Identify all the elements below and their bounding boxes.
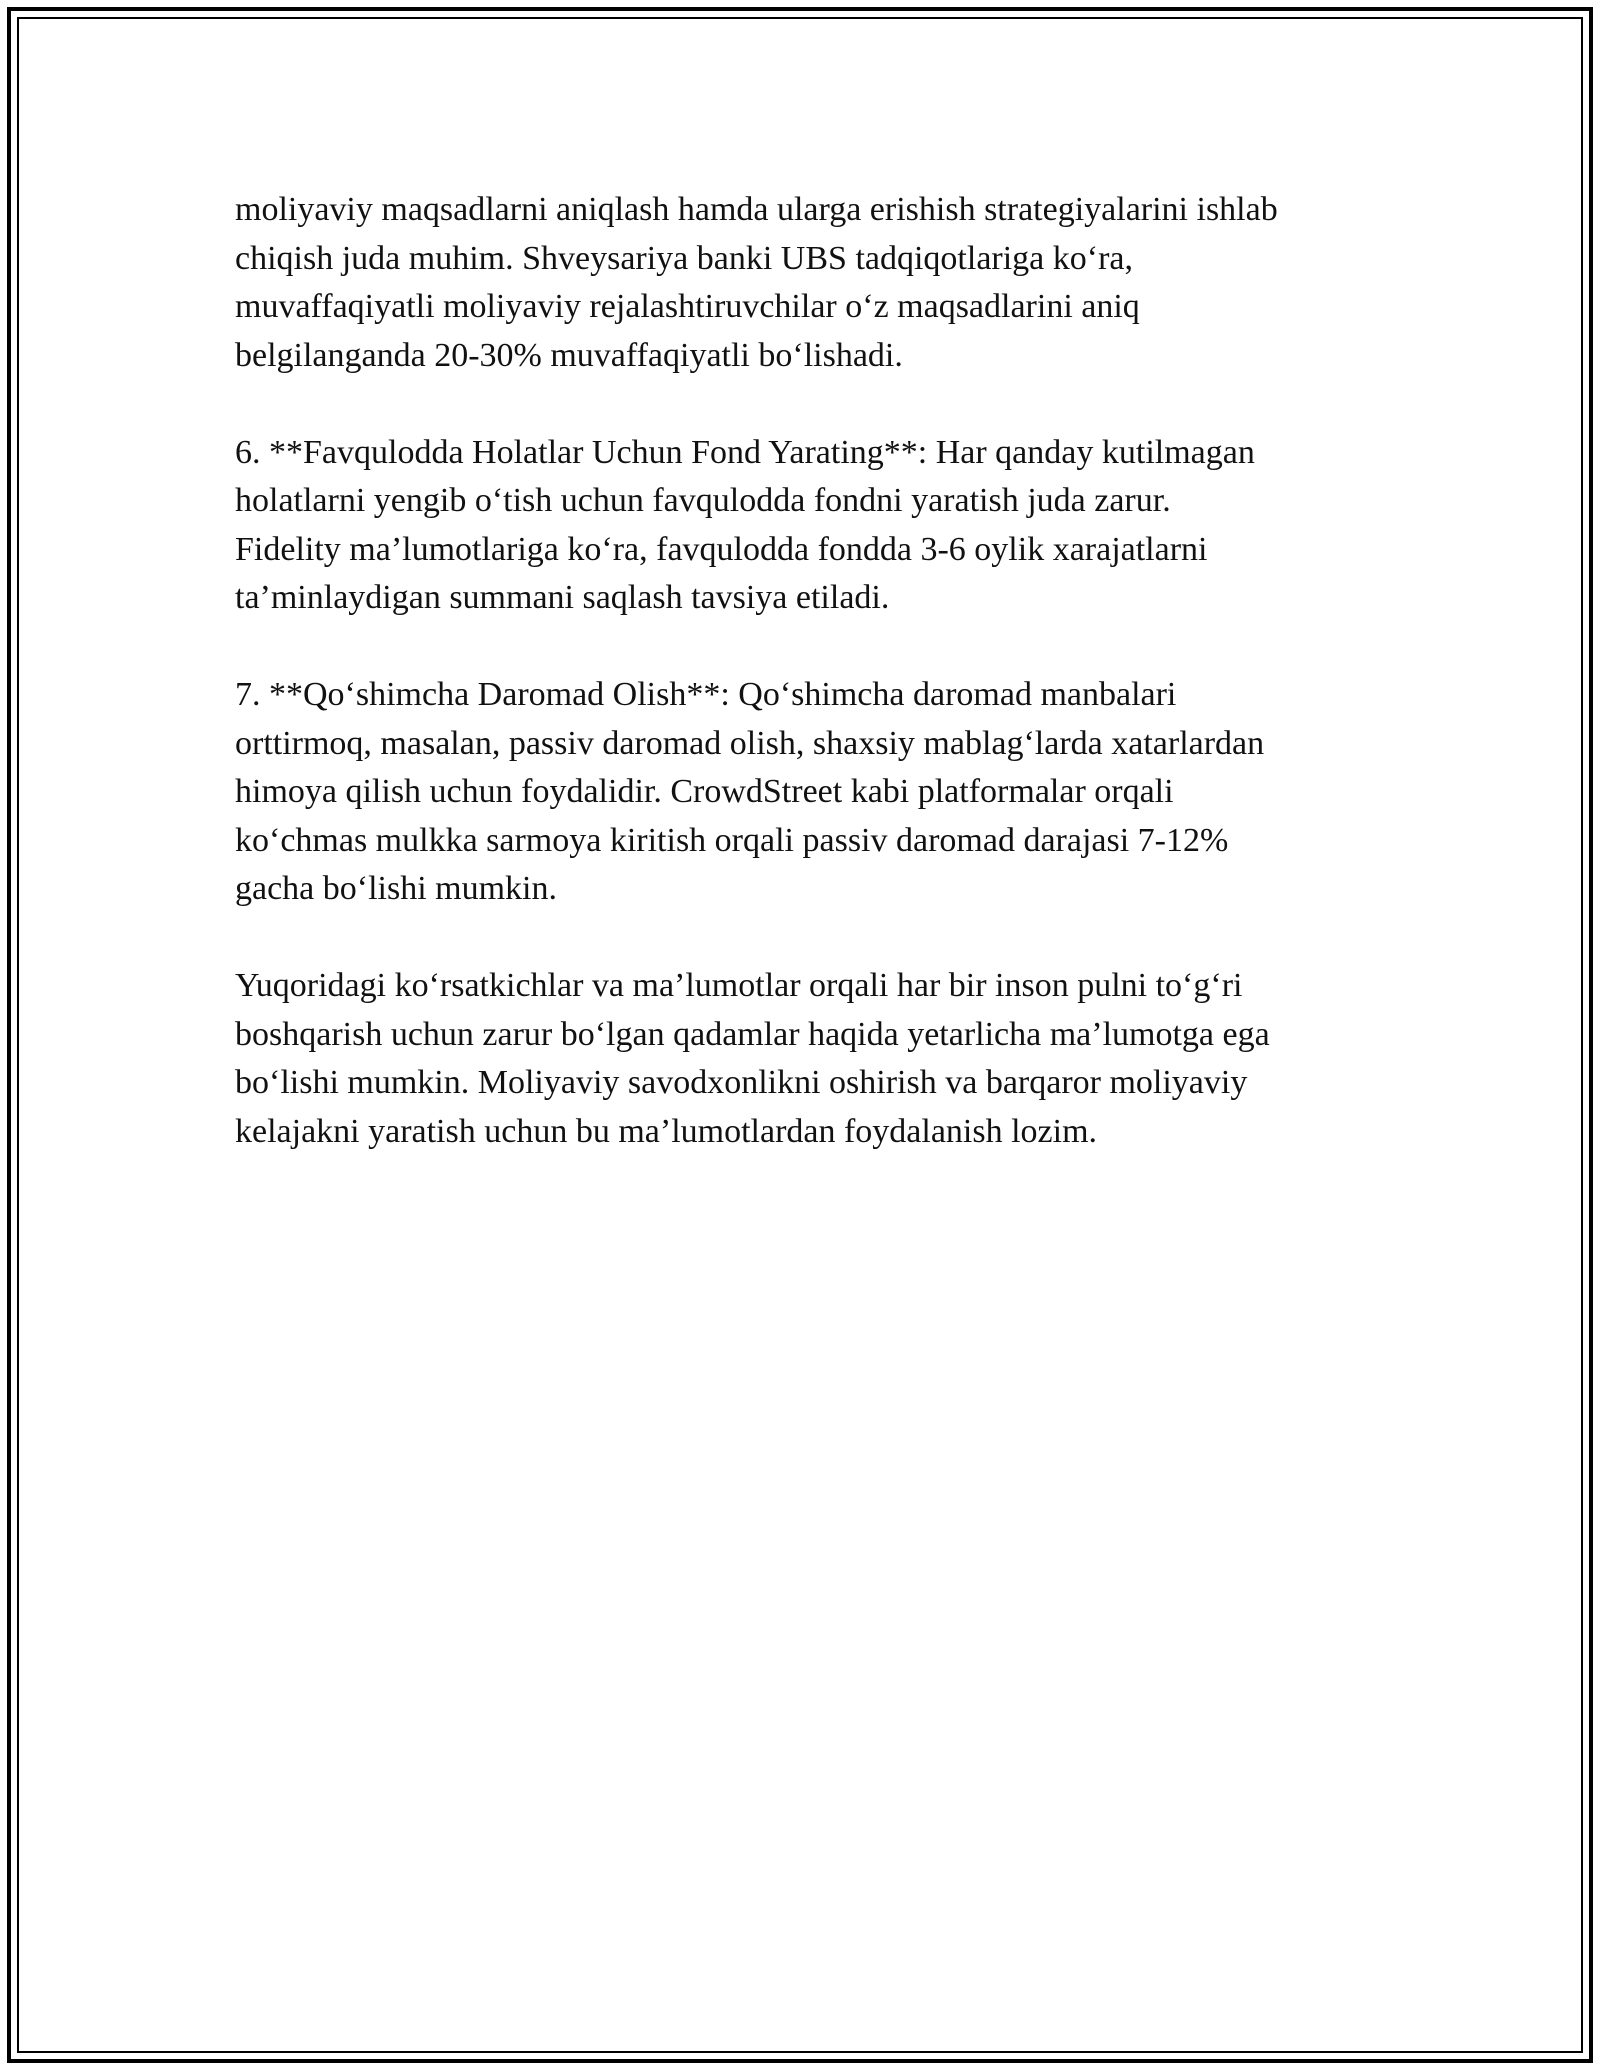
paragraph-emergency-fund: 6. **Favqulodda Holatlar Uchun Fond Yarating**: Har qanday kutilmagan holatlarni yengib o‘tish uchun favqulodda fondni yaratish juda zarur. Fidelity ma’lumotlariga ko‘ra, favqulodda fondda 3-6 oylik xarajatlarni ta’minlaydigan summani saqlash tavsiya etiladi. (235, 433, 1255, 616)
document-body (235, 186, 1375, 1205)
paragraph-goals: moliyaviy maqsadlarni aniqlash hamda ularga erishish strategiyalarini ishlab chiqish juda muhim. Shveysariya banki UBS tadqiqotlariga ko‘ra, muvaffaqiyatli moliyaviy rejalashtiruvchilar o‘z maqsadlarini aniq belgilanganda 20-30% muvaffaqiyatli bo‘lishadi. (235, 191, 1278, 374)
paragraph-conclusion: Yuqoridagi ko‘rsatkichlar va ma’lumotlar orqali har bir inson pulni to‘g‘ri boshqarish uchun zarur bo‘lgan qadamlar haqida yetarlicha ma’lumotga ega bo‘lishi mumkin. Moliyaviy savodxonlikni oshirish va barqaror moliyaviy kelajakni yaratish uchun bu ma’lumotlardan foydalanish lozim. (235, 967, 1270, 1150)
paragraph-additional-income: 7. **Qo‘shimcha Daromad Olish**: Qo‘shimcha daromad manbalari orttirmoq, masalan, passiv daromad olish, shaxsiy mablag‘larda xatarlardan himoya qilish uchun foydalidir. CrowdStreet kabi platformalar orqali ko‘chmas mulkka sarmoya kiritish orqali passiv daromad darajasi 7-12% gacha bo‘lishi mumkin. (235, 676, 1265, 907)
